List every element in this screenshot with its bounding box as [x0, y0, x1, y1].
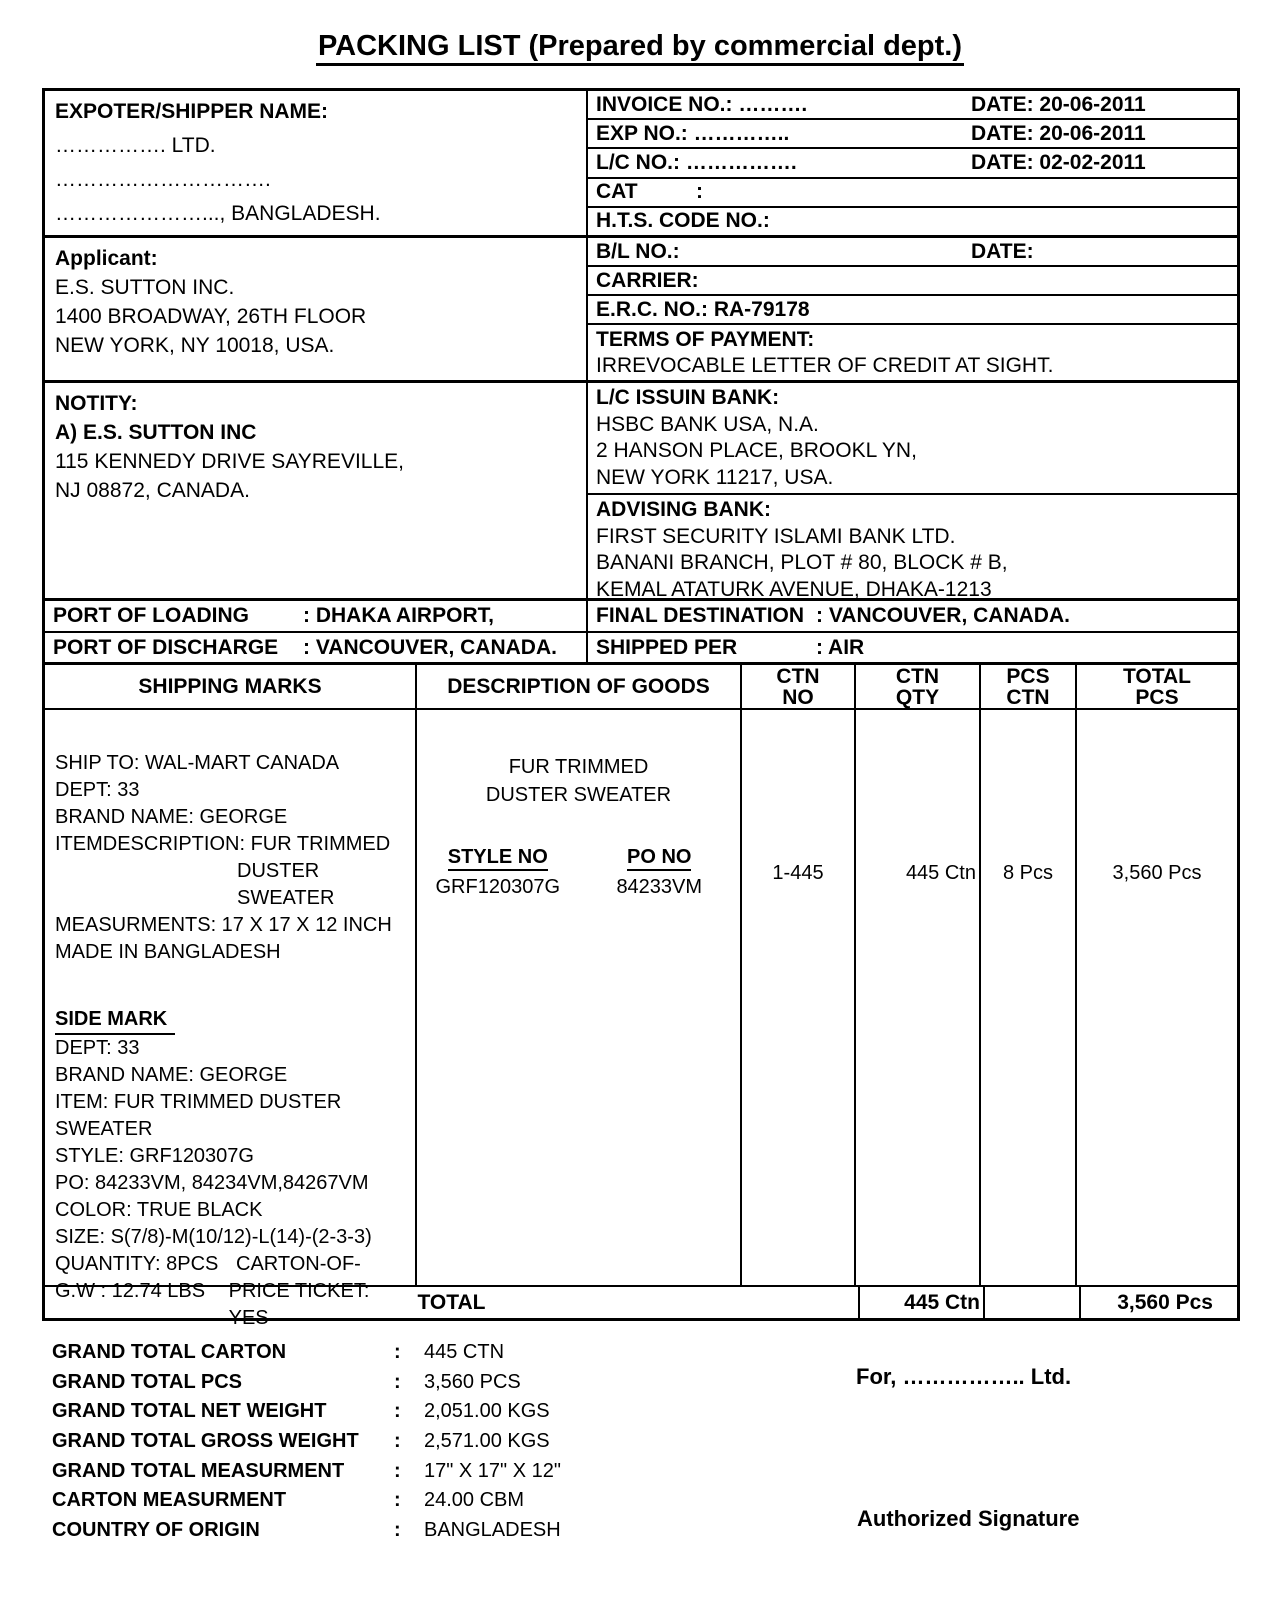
invoice-no-label: INVOICE NO.: ……….: [596, 92, 808, 116]
notify-party: A) E.S. SUTTON INC: [55, 421, 257, 444]
mark-line: MADE IN BANGLADESH: [55, 941, 281, 963]
invoice-row: [588, 91, 1237, 120]
section-applicant-shipment: [45, 238, 1237, 383]
port-of-discharge-value: : VANCOUVER, CANADA.: [303, 635, 557, 659]
quantity-label: QUANTITY: 8PCS: [55, 1253, 219, 1275]
side-mark-line: STYLE: GRF120307G: [55, 1145, 254, 1167]
side-mark-quantity-line: [55, 1251, 407, 1278]
grand-total-row: [52, 1397, 752, 1427]
header-total-pcs: [1077, 665, 1237, 708]
header-ctn-qty: [856, 665, 981, 708]
header-total-pcs-line1: TOTAL: [1122, 664, 1192, 688]
ctn-no-cell: 1-445: [742, 710, 856, 1285]
port-of-loading-label: PORT OF LOADING: [53, 604, 249, 627]
grand-total-label: GRAND TOTAL NET WEIGHT: [52, 1400, 327, 1423]
applicant-label: Applicant:: [55, 247, 158, 270]
total-pcs-cell: 3,560 Pcs: [1112, 862, 1202, 884]
notify-line: 115 KENNEDY DRIVE SAYREVILLE,: [55, 450, 404, 473]
shipped-per-cell: [588, 633, 1237, 662]
header-shipping-marks: SHIPPING MARKS: [45, 665, 417, 708]
document-table: [42, 88, 1240, 1329]
header-total-pcs-line2: PCS: [1135, 685, 1179, 709]
authorized-signature-label: Authorized Signature: [857, 1506, 1080, 1531]
port-row-loading: [45, 601, 1237, 633]
pcs-ctn-cell: 8 Pcs: [981, 710, 1077, 1285]
total-pcs-ctn-empty: [985, 1287, 1081, 1318]
lc-row: [588, 149, 1237, 178]
exporter-label: EXPOTER/SHIPPER NAME:: [55, 100, 329, 123]
page-title-text: PACKING LIST (Prepared by commercial dept.): [316, 30, 964, 66]
exporter-cell: [45, 91, 588, 235]
po-no-header: PO NO: [627, 846, 691, 871]
price-ticket-label: PRICE TICKET: YES: [228, 1280, 370, 1329]
carton-of-label: CARTON-OF-: [236, 1253, 361, 1275]
goods-title-line: DUSTER SWEATER: [485, 784, 672, 806]
colon: :: [394, 1489, 401, 1512]
issuing-bank-cell: [588, 383, 1237, 495]
lc-no-label: L/C NO.: …………….: [596, 151, 797, 174]
issuing-bank-label: L/C ISSUIN BANK:: [596, 386, 780, 409]
exp-date: DATE: 20-06-2011: [971, 121, 1146, 145]
page-title: [0, 30, 1280, 63]
mark-line: DEPT: 33: [55, 779, 140, 801]
description-cell: [417, 710, 742, 1285]
bl-no-label: B/L NO.:: [596, 239, 680, 263]
signature-for-line: For, …………….. Ltd.: [856, 1364, 1072, 1389]
issuing-bank-line: NEW YORK 11217, USA.: [596, 465, 834, 489]
hts-row: [588, 208, 1237, 235]
colon: :: [394, 1341, 401, 1364]
ctn-qty-cell: 445 Ctn: [856, 710, 981, 1285]
grand-total-value: 445 CTN: [424, 1341, 505, 1364]
grand-total-value: 3,560 PCS: [424, 1370, 521, 1393]
exp-row: [588, 120, 1237, 149]
colon: :: [394, 1430, 401, 1453]
grand-total-value: 2,571.00 KGS: [424, 1430, 550, 1453]
applicant-line: E.S. SUTTON INC.: [55, 276, 235, 299]
lc-date: DATE: 02-02-2011: [971, 151, 1146, 174]
colon: :: [394, 1370, 401, 1393]
goods-title-line: FUR TRIMMED: [508, 756, 649, 778]
shipping-marks-cell: [45, 710, 417, 1329]
colon: :: [394, 1400, 401, 1423]
section-exporter-invoice: [45, 91, 1237, 238]
invoice-block: [588, 91, 1237, 235]
colon: :: [394, 1518, 401, 1541]
side-mark-line: PO: 84233VM, 84234VM,84267VM: [55, 1172, 369, 1194]
final-destination-label: FINAL DESTINATION: [596, 604, 805, 627]
grand-total-row: [52, 1338, 752, 1368]
grand-total-label: GRAND TOTAL MEASURMENT: [52, 1459, 345, 1482]
final-destination-cell: [588, 601, 1237, 631]
grand-total-row: [52, 1486, 752, 1516]
goods-table-header: [45, 665, 1237, 710]
gw-label: G.W : 12.74 LBS: [55, 1280, 206, 1302]
notify-label: NOTITY:: [55, 392, 138, 415]
port-of-loading-cell: [45, 601, 588, 631]
style-po-headers: [417, 843, 740, 871]
bl-row: [588, 238, 1237, 267]
invoice-date: DATE: 20-06-2011: [971, 92, 1146, 116]
shipped-per-label: SHIPPED PER: [596, 635, 738, 659]
erc-label: E.R.C. NO.: RA-79178: [596, 297, 810, 321]
grand-total-value: 17" X 17" X 12": [424, 1459, 561, 1482]
advising-bank-line: FIRST SECURITY ISLAMI BANK LTD.: [596, 524, 956, 548]
header-pcs-ctn: [981, 665, 1077, 708]
applicant-cell: [45, 238, 588, 380]
side-mark-line: ITEM: FUR TRIMMED DUSTER SWEATER: [55, 1091, 342, 1140]
shipment-block: [588, 238, 1237, 380]
grand-total-row: [52, 1456, 752, 1486]
exp-no-label: EXP NO.: …………..: [596, 121, 790, 145]
advising-bank-line: BANANI BRANCH, PLOT # 80, BLOCK # B,: [596, 551, 1008, 574]
exporter-line: …………………..., BANGLADESH.: [55, 202, 381, 225]
colon: :: [394, 1459, 401, 1482]
total-total-pcs: 3,560 Pcs: [1117, 1290, 1213, 1314]
mark-line: ITEMDESCRIPTION: FUR TRIMMED: [55, 833, 391, 855]
style-no-value: GRF120307G: [435, 876, 560, 898]
cat-row: [588, 179, 1237, 208]
advising-bank-label: ADVISING BANK:: [596, 498, 772, 521]
total-label: TOTAL: [45, 1287, 860, 1318]
header-ctn-qty-line2: QTY: [895, 685, 940, 709]
carrier-label: CARRIER:: [596, 268, 699, 292]
shipped-per-value: : AIR: [816, 635, 865, 659]
cat-colon: :: [696, 180, 703, 204]
advising-bank-line: KEMAL ATATURK AVENUE, DHAKA-1213: [596, 577, 992, 601]
grand-total-row: [52, 1427, 752, 1457]
terms-value: IRREVOCABLE LETTER OF CREDIT AT SIGHT.: [596, 354, 1054, 377]
grand-total-label: CARTON MEASURMENT: [52, 1489, 287, 1512]
port-of-loading-value: : DHAKA AIRPORT,: [303, 604, 494, 627]
bl-date: DATE:: [971, 239, 1034, 263]
mark-line: MEASURMENTS: 17 X 17 X 12 INCH: [55, 914, 392, 936]
port-of-discharge-label: PORT OF DISCHARGE: [53, 635, 279, 659]
grand-total-label: GRAND TOTAL PCS: [52, 1370, 243, 1393]
advising-bank-cell: [588, 495, 1237, 605]
header-pcs-ctn-line2: CTN: [1006, 685, 1050, 709]
po-no-value: 84233VM: [616, 876, 703, 898]
exporter-line: ………………………….: [55, 168, 271, 191]
side-mark-block: [55, 1006, 407, 1332]
carrier-row: [588, 267, 1237, 296]
port-row-discharge: [45, 633, 1237, 665]
notify-line: NJ 08872, CANADA.: [55, 479, 250, 502]
total-ctn-qty: 445 Ctn: [860, 1287, 985, 1318]
final-destination-value: : VANCOUVER, CANADA.: [816, 604, 1070, 627]
issuing-bank-line: HSBC BANK USA, N.A.: [596, 412, 819, 436]
header-ctn-no: [742, 665, 856, 708]
style-po-values: [417, 873, 740, 901]
header-ctn-qty-line1: CTN: [895, 664, 940, 688]
header-description: DESCRIPTION OF GOODS: [417, 665, 742, 708]
applicant-line: NEW YORK, NY 10018, USA.: [55, 334, 335, 357]
terms-label: TERMS OF PAYMENT:: [596, 328, 815, 351]
grand-total-value: 24.00 CBM: [424, 1489, 525, 1512]
header-ctn-no-line1: CTN: [776, 664, 820, 688]
hts-label: H.T.S. CODE NO.:: [596, 209, 770, 233]
port-of-discharge-cell: [45, 633, 588, 662]
style-no-header: STYLE NO: [448, 846, 548, 871]
section-notify-banks: [45, 383, 1237, 601]
erc-row: [588, 296, 1237, 325]
side-mark-header: SIDE MARK: [55, 1006, 175, 1035]
side-mark-line: DEPT: 33: [55, 1037, 140, 1059]
total-row: [45, 1287, 1237, 1318]
grand-totals-block: [52, 1338, 752, 1545]
grand-total-value: 2,051.00 KGS: [424, 1400, 550, 1423]
mark-line: DUSTER SWEATER: [237, 860, 335, 909]
banks-block: [588, 383, 1237, 601]
mark-line: SHIP TO: WAL-MART CANADA: [55, 752, 340, 774]
notify-cell: [45, 383, 588, 598]
exporter-line: ……………. LTD.: [55, 134, 216, 157]
grand-total-row: [52, 1368, 752, 1398]
side-mark-line: SIZE: S(7/8)-M(10/12)-L(14)-(2-3-3): [55, 1226, 372, 1248]
cat-label: CAT: [596, 180, 638, 204]
side-mark-line: COLOR: TRUE BLACK: [55, 1199, 263, 1221]
terms-cell: [588, 325, 1237, 381]
mark-line: BRAND NAME: GEORGE: [55, 806, 288, 828]
grand-total-label: GRAND TOTAL GROSS WEIGHT: [52, 1430, 359, 1453]
grand-total-label: COUNTRY OF ORIGIN: [52, 1518, 260, 1541]
grand-total-value: BANGLADESH: [424, 1518, 561, 1541]
issuing-bank-line: 2 HANSON PLACE, BROOKL YN,: [596, 439, 917, 462]
grand-total-label: GRAND TOTAL CARTON: [52, 1341, 287, 1364]
header-pcs-ctn-line1: PCS: [1006, 664, 1050, 688]
grand-total-row: [52, 1516, 752, 1546]
header-ctn-no-line2: NO: [782, 685, 814, 709]
applicant-line: 1400 BROADWAY, 26TH FLOOR: [55, 305, 367, 328]
side-mark-line: BRAND NAME: GEORGE: [55, 1064, 288, 1086]
